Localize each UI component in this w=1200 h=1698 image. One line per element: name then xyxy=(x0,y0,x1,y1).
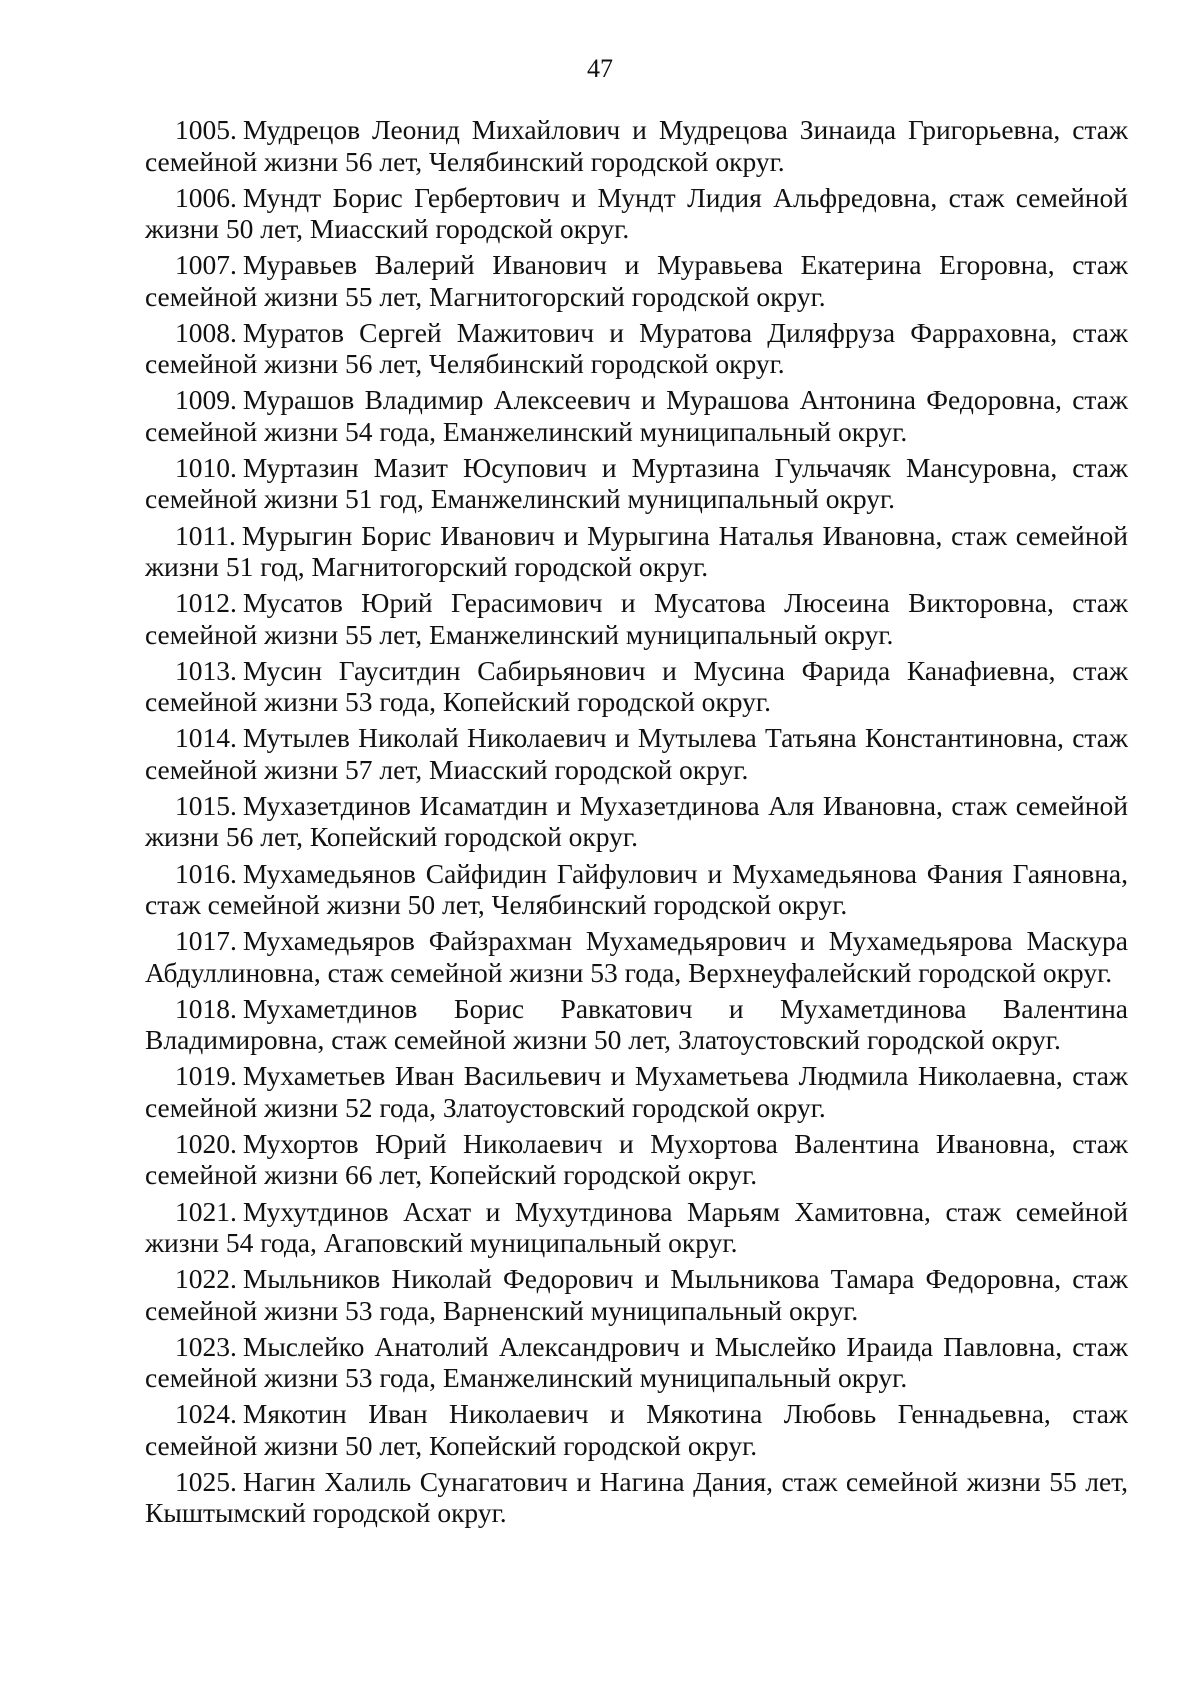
list-item xyxy=(145,1398,1128,1461)
entry-number: 1018. xyxy=(175,992,237,1024)
list-item xyxy=(145,587,1128,650)
entry-number: 1012. xyxy=(175,587,237,619)
list-item xyxy=(145,722,1128,785)
entry-number: 1009. xyxy=(175,384,237,416)
list-item xyxy=(145,1196,1128,1259)
entry-text: Мякотин Иван Николаевич и Мякотина Любовь Геннадьевна, стаж семейной жизни 50 лет, Копейский городской округ. xyxy=(145,1398,1128,1461)
entry-text: Муртазин Мазит Юсупович и Муртазина Гульчачяк Мансуровна, стаж семейной жизни 51 год, Еманжелинский муниципальный округ. xyxy=(145,451,1128,515)
list-item xyxy=(145,1263,1128,1326)
entry-number: 1015. xyxy=(175,789,237,821)
entry-text: Муратов Сергей Мажитович и Муратова Диляфруза Фарраховна, стаж семейной жизни 56 лет, Челябинский городской округ. xyxy=(145,316,1128,380)
entry-text: Мыльников Николай Федорович и Мыльникова Тамара Федоровна, стаж семейной жизни 53 года, Варненский муниципальный округ. xyxy=(145,1263,1128,1326)
entry-text: Мухамедьяров Файзрахман Мухамедьярович и Мухамедьярова Маскура Абдуллиновна, стаж семейной жизни 53 года, Верхнеуфалейский городской округ. xyxy=(145,925,1128,988)
entry-number: 1006. xyxy=(175,181,237,213)
entry-number: 1019. xyxy=(175,1060,237,1092)
entry-text: Мусатов Юрий Герасимович и Мусатова Люсеина Викторовна, стаж семейной жизни 55 лет, Еманжелинский муниципальный округ. xyxy=(145,587,1128,650)
list-item xyxy=(145,1331,1128,1394)
entry-number: 1013. xyxy=(175,654,237,686)
entry-list xyxy=(145,114,1128,1533)
list-item xyxy=(145,1128,1128,1191)
entry-number: 1021. xyxy=(175,1195,237,1227)
entry-text: Мундт Борис Гербертович и Мундт Лидия Альфредовна, стаж семейной жизни 50 лет, Миасский городской округ. xyxy=(145,181,1128,245)
entry-number: 1014. xyxy=(175,722,237,754)
list-item xyxy=(145,1060,1128,1123)
list-item xyxy=(145,317,1128,380)
entry-text: Мусин Гауситдин Сабирьянович и Мусина Фарида Канафиевна, стаж семейной жизни 53 года, Копейский городской округ. xyxy=(145,654,1128,718)
list-item xyxy=(145,182,1128,245)
entry-number: 1007. xyxy=(175,249,237,281)
entry-text: Мыслейко Анатолий Александрович и Мыслейко Ираида Павловна, стаж семейной жизни 53 года, Еманжелинский муниципальный округ. xyxy=(145,1330,1128,1394)
entry-text: Муравьев Валерий Иванович и Муравьева Екатерина Егоровна, стаж семейной жизни 55 лет, Магнитогорский городской округ. xyxy=(145,249,1128,312)
entry-text: Мурашов Владимир Алексеевич и Мурашова Антонина Федоровна, стаж семейной жизни 54 года, Еманжелинский муниципальный округ. xyxy=(145,384,1128,447)
entry-text: Мухаметдинов Борис Равкатович и Мухаметдинова Валентина Владимировна, стаж семейной жизни 50 лет, Златоустовский городской округ. xyxy=(145,992,1128,1056)
entry-text: Мутылев Николай Николаевич и Мутылева Татьяна Константиновна, стаж семейной жизни 57 лет, Миасский городской округ. xyxy=(145,722,1128,785)
list-item xyxy=(145,452,1128,515)
entry-number: 1008. xyxy=(175,316,237,348)
entry-number: 1010. xyxy=(175,451,237,483)
entry-number: 1017. xyxy=(175,925,237,957)
entry-number: 1005. xyxy=(175,114,237,145)
entry-number: 1025. xyxy=(175,1465,237,1497)
entry-text: Мудрецов Леонид Михайлович и Мудрецова Зинаида Григорьевна, стаж семейной жизни 56 лет, Челябинский городской округ. xyxy=(145,114,1128,177)
entry-text: Мухамедьянов Сайфидин Гайфулович и Мухамедьянова Фания Гаяновна, стаж семейной жизни 50 лет, Челябинский городской округ. xyxy=(145,857,1128,921)
list-item xyxy=(145,655,1128,718)
entry-text: Мухортов Юрий Николаевич и Мухортова Валентина Ивановна, стаж семейной жизни 66 лет, Копейский городской округ. xyxy=(145,1127,1128,1191)
entry-number: 1016. xyxy=(175,857,237,889)
entry-number: 1022. xyxy=(175,1263,237,1295)
entry-number: 1020. xyxy=(175,1127,237,1159)
entry-text: Мухаметьев Иван Васильевич и Мухаметьева Людмила Николаевна, стаж семейной жизни 52 года, Златоустовский городской округ. xyxy=(145,1060,1128,1123)
entry-text: Нагин Халиль Сунагатович и Нагина Дания, стаж семейной жизни 55 лет, Кыштымский городской округ. xyxy=(145,1465,1128,1529)
list-item xyxy=(145,520,1128,583)
list-item xyxy=(145,114,1128,177)
entry-number: 1011. xyxy=(175,519,236,551)
entry-text: Мухазетдинов Исаматдин и Мухазетдинова Аля Ивановна, стаж семейной жизни 56 лет, Копейский городской округ. xyxy=(145,789,1128,853)
entry-text: Мухутдинов Асхат и Мухутдинова Марьям Хамитовна, стаж семейной жизни 54 года, Агаповский муниципальный округ. xyxy=(145,1195,1128,1258)
list-item xyxy=(145,1466,1128,1529)
list-item xyxy=(145,858,1128,921)
entry-text: Мурыгин Борис Иванович и Мурыгина Наталья Ивановна, стаж семейной жизни 51 год, Магнитогорский городской округ. xyxy=(145,519,1128,583)
entry-number: 1023. xyxy=(175,1330,237,1362)
list-item xyxy=(145,249,1128,312)
list-item xyxy=(145,790,1128,853)
list-item xyxy=(145,993,1128,1056)
list-item xyxy=(145,925,1128,988)
list-item xyxy=(145,384,1128,447)
entry-number: 1024. xyxy=(175,1398,237,1430)
page-number: 47 xyxy=(587,54,613,83)
